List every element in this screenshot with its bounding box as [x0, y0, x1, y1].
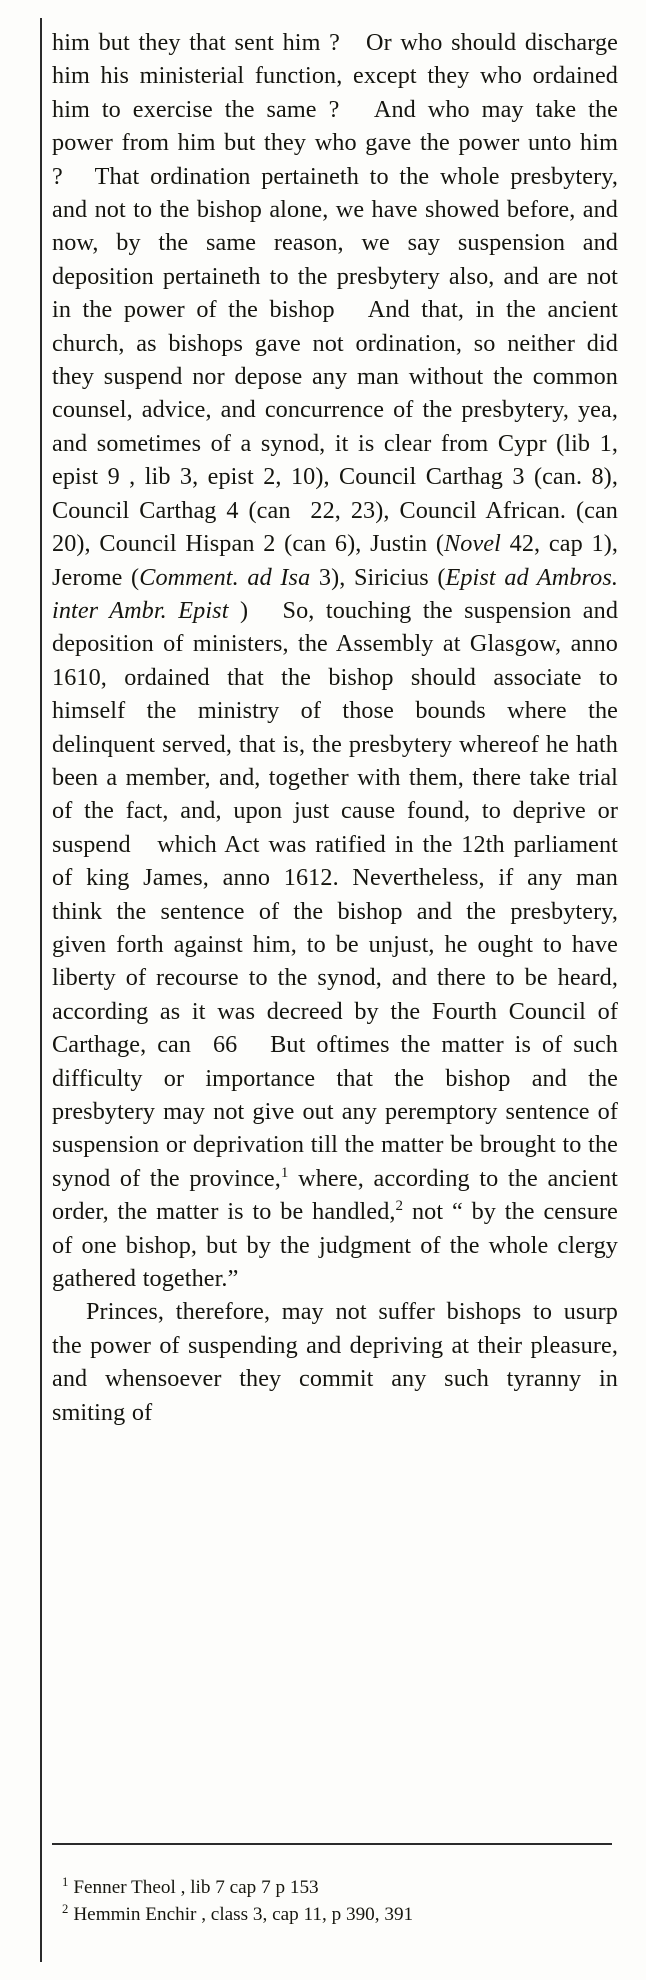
- text-column: [52, 26, 618, 1429]
- column-divider-rule: [40, 18, 42, 1962]
- footnote-ref-2[interactable]: 2: [395, 1198, 404, 1215]
- citation-title-epist-ad-ambros: Epist ad Ambros. inter Ambr. Epist: [52, 563, 618, 624]
- citation-title-novel: Novel: [444, 530, 501, 558]
- citation-title-comment-ad-isa: Comment. ad Isa: [139, 563, 311, 591]
- paragraph-1: him but they that sent him ? Or who should discharge him his ministerial function, except they who ordained him to exercise the same ? And who may take the power from him but they who gave the power unto him ? That ordination pertaineth to the whole presbytery, and not to the bishop alone, we have showed before, and now, by the same reason, we say suspension and deposition pertaineth to the presbytery also, and are not in the power of the bishop And that, in the ancient church, as bishops gave not ordination, so neither did they suspend nor depose any man without the common counsel, advice, and concurrence of the presbytery, yea, and sometimes of a synod, it is clear from Cypr (lib 1, epist 9 , lib 3, epist 2, 10), Council Carthag 3 (can. 8), Council Carthag 4 (can 22, 23), Council African. (can 20), Council Hispan 2 (can 6), Justin (Novel 42, cap 1), Jerome (Comment. ad Isa 3), Siricius (Epist ad Ambros. inter Ambr. Epist ) So, touching the suspension and deposition of ministers, the Assembly at Glasgow, anno 1610, ordained that the bishop should associate to himself the ministry of those bounds where the delinquent served, that is, the presbytery whereof he hath been a member, and, together with them, there take trial of the fact, and, upon just cause found, to deprive or suspend which Act was ratified in the 12th parliament of king James, anno 1612. Nevertheless, if any man think the sentence of the bishop and the presbytery, given forth against him, to be unjust, he ought to have liberty of recourse to the synod, and there to be heard, according as it was decreed by the Fourth Council of Carthage, can 66 But oftimes the matter is of such difficulty or importance that the bishop and the presbytery may not give out any peremptory sentence of suspension or deprivation till the matter be brought to the synod of the province,$^1$ where, according to the ancient order, the matter is to be handled,$^2$ not “ by the censure of one bishop, but by the judgment of the whole clergy gathered together.”: [52, 29, 619, 1293]
- footnote-1-mark: 1: [62, 1874, 69, 1889]
- footnote-2-text: Hemmin Enchir , class 3, cap 11, p 390, 391: [73, 1904, 414, 1925]
- footnote-separator: [52, 1843, 612, 1845]
- body-text-block: [52, 26, 618, 1429]
- footnote-ref-1[interactable]: 1: [280, 1164, 289, 1181]
- footnote-1-text: Fenner Theol , lib 7 cap 7 p 153: [73, 1877, 319, 1898]
- footnote-2-mark: 2: [62, 1901, 69, 1916]
- paragraph-2: Princes, therefore, may not suffer bishops to usurp the power of suspending and depriving at their pleasure, and whensoever they commit any such tyranny in smiting of: [52, 1298, 618, 1426]
- footnote-2: [62, 1901, 622, 1928]
- footnote-1: [62, 1874, 622, 1901]
- footnote-block: [62, 1874, 622, 1928]
